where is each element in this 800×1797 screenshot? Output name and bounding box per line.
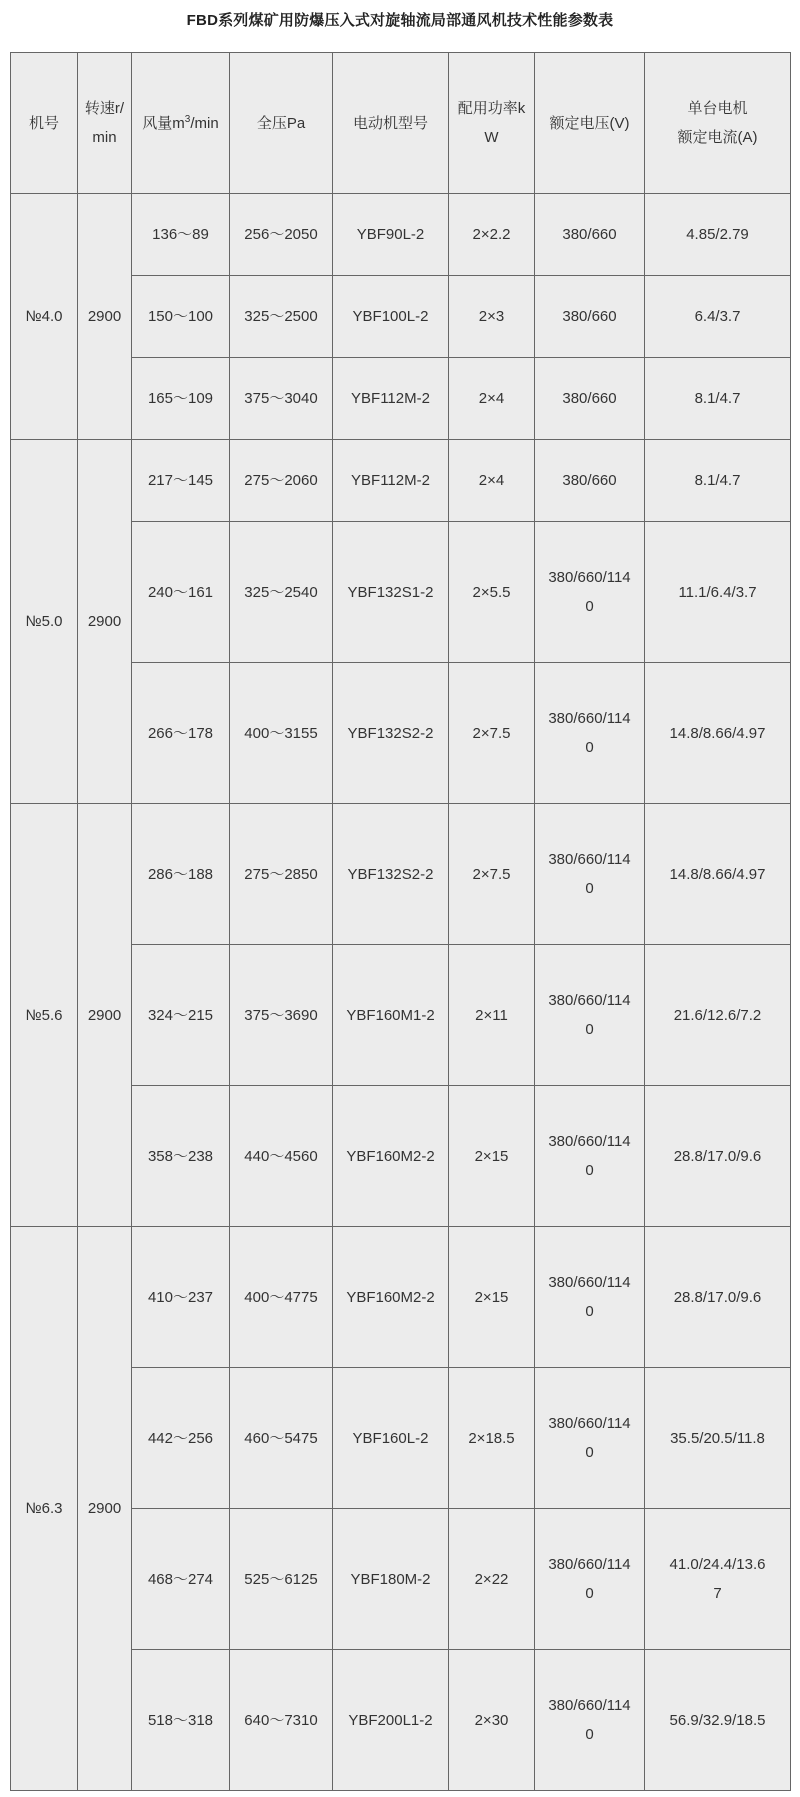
cell-motor: YBF132S2-2 xyxy=(333,804,449,945)
cell-line: 21.6/12.6/7.2 xyxy=(673,1006,762,1024)
cell-motor: YBF160L-2 xyxy=(333,1368,449,1509)
cell-pressure: 275～2060 xyxy=(230,440,333,522)
cell-motor: YBF132S1-2 xyxy=(333,522,449,663)
table-row xyxy=(11,1227,791,1368)
cell-power: 2×7.5 xyxy=(449,663,535,804)
cell-current xyxy=(645,1086,791,1227)
cell-line: 380/660/114 xyxy=(548,1556,631,1573)
cell-line: 4.85/2.79 xyxy=(686,226,749,243)
cell-airflow: 518～318 xyxy=(132,1650,230,1791)
header-speed: 转速r/ min xyxy=(78,53,132,194)
cell-power: 2×22 xyxy=(449,1509,535,1650)
header-power: 配用功率k W xyxy=(449,53,535,194)
cell-power: 2×15 xyxy=(449,1086,535,1227)
header-pressure: 全压Pa xyxy=(230,53,333,194)
cell-motor: YBF100L-2 xyxy=(333,276,449,358)
cell-current xyxy=(645,945,791,1086)
cell-speed: 2900 xyxy=(78,804,132,1227)
header-voltage: 额定电压(V) xyxy=(535,53,645,194)
cell-line: 0 xyxy=(585,1303,594,1320)
cell-line: 380/660/114 xyxy=(548,710,631,727)
cell-power: 2×4 xyxy=(449,440,535,522)
table-row xyxy=(11,804,791,945)
cell-voltage xyxy=(535,522,645,663)
cell-airflow: 217～145 xyxy=(132,440,230,522)
cell-line: 380/660 xyxy=(562,472,617,489)
cell-line: 380/660/114 xyxy=(548,851,631,868)
cell-line: 0 xyxy=(585,1726,594,1743)
cell-pressure: 525～6125 xyxy=(230,1509,333,1650)
cell-line: 0 xyxy=(585,598,594,615)
cell-pressure: 256～2050 xyxy=(230,194,333,276)
cell-airflow: 136～89 xyxy=(132,194,230,276)
cell-pressure: 325～2500 xyxy=(230,276,333,358)
cell-line: 0 xyxy=(585,739,594,756)
cell-pressure: 400～3155 xyxy=(230,663,333,804)
cell-voltage xyxy=(535,1509,645,1650)
cell-line: 8.1/4.7 xyxy=(694,472,741,489)
cell-line: 380/660/114 xyxy=(548,1274,631,1291)
cell-line: 56.9/32.9/18.5 xyxy=(669,1711,766,1729)
cell-line: 380/660 xyxy=(562,226,617,243)
cell-motor: YBF160M1-2 xyxy=(333,945,449,1086)
cell-voltage xyxy=(535,1368,645,1509)
cell-motor: YBF112M-2 xyxy=(333,440,449,522)
cell-line: 380/660/114 xyxy=(548,1133,631,1150)
cell-line: 380/660/114 xyxy=(548,569,631,586)
cell-voltage xyxy=(535,440,645,522)
cell-line: 380/660/114 xyxy=(548,992,631,1009)
cell-line: 8.1/4.7 xyxy=(694,390,741,407)
cell-pressure: 640～7310 xyxy=(230,1650,333,1791)
cell-current xyxy=(645,276,791,358)
header-current: 单台电机 额定电流(A) xyxy=(645,53,791,194)
cell-pressure: 460～5475 xyxy=(230,1368,333,1509)
cell-power: 2×18.5 xyxy=(449,1368,535,1509)
cell-line: 28.8/17.0/9.6 xyxy=(673,1288,762,1306)
cell-power: 2×15 xyxy=(449,1227,535,1368)
cell-speed: 2900 xyxy=(78,440,132,804)
cell-line: 380/660 xyxy=(562,308,617,325)
cell-airflow: 410～237 xyxy=(132,1227,230,1368)
cell-line: 14.8/8.66/4.97 xyxy=(669,724,766,742)
cell-motor: YBF160M2-2 xyxy=(333,1227,449,1368)
cell-airflow: 358～238 xyxy=(132,1086,230,1227)
cell-line: 35.5/20.5/11.8 xyxy=(670,1429,765,1447)
cell-power: 2×2.2 xyxy=(449,194,535,276)
cell-current xyxy=(645,1368,791,1509)
cell-line: 11.1/6.4/3.7 xyxy=(678,583,757,601)
cell-current xyxy=(645,804,791,945)
cell-airflow: 442～256 xyxy=(132,1368,230,1509)
cell-motor: YBF132S2-2 xyxy=(333,663,449,804)
cell-pressure: 400～4775 xyxy=(230,1227,333,1368)
header-row xyxy=(11,53,791,194)
cell-pressure: 375～3690 xyxy=(230,945,333,1086)
cell-line: 41.0/24.4/13.6 xyxy=(669,1556,766,1573)
cell-current xyxy=(645,358,791,440)
cell-model: №5.6 xyxy=(11,804,78,1227)
cell-airflow: 324～215 xyxy=(132,945,230,1086)
cell-pressure: 440～4560 xyxy=(230,1086,333,1227)
cell-line: 380/660/114 xyxy=(548,1415,631,1432)
cell-motor: YBF90L-2 xyxy=(333,194,449,276)
cell-speed: 2900 xyxy=(78,194,132,440)
cell-airflow: 165～109 xyxy=(132,358,230,440)
cell-pressure: 275～2850 xyxy=(230,804,333,945)
cell-voltage xyxy=(535,804,645,945)
table-row xyxy=(11,194,791,276)
cell-voltage xyxy=(535,945,645,1086)
cell-line: 0 xyxy=(585,1444,594,1461)
cell-current xyxy=(645,522,791,663)
header-model: 机号 xyxy=(11,53,78,194)
cell-speed: 2900 xyxy=(78,1227,132,1791)
cell-voltage xyxy=(535,194,645,276)
cell-airflow: 150～100 xyxy=(132,276,230,358)
cell-voltage xyxy=(535,358,645,440)
cell-line: 380/660/114 xyxy=(548,1697,631,1714)
cell-airflow: 286～188 xyxy=(132,804,230,945)
cell-current xyxy=(645,1650,791,1791)
table-title: FBD系列煤矿用防爆压入式对旋轴流局部通风机技术性能参数表 xyxy=(186,12,614,29)
cell-motor: YBF180M-2 xyxy=(333,1509,449,1650)
cell-line: 28.8/17.0/9.6 xyxy=(673,1147,762,1165)
cell-model: №4.0 xyxy=(11,194,78,440)
cell-power: 2×30 xyxy=(449,1650,535,1791)
cell-power: 2×5.5 xyxy=(449,522,535,663)
cell-voltage xyxy=(535,1086,645,1227)
cell-motor: YBF200L1-2 xyxy=(333,1650,449,1791)
cell-current xyxy=(645,663,791,804)
cell-voltage xyxy=(535,276,645,358)
cell-model: №6.3 xyxy=(11,1227,78,1791)
cell-line: 7 xyxy=(713,1585,722,1602)
cell-airflow: 468～274 xyxy=(132,1509,230,1650)
cell-line: 380/660 xyxy=(562,390,617,407)
cell-power: 2×3 xyxy=(449,276,535,358)
cell-current xyxy=(645,1509,791,1650)
cell-motor: YBF112M-2 xyxy=(333,358,449,440)
cell-power: 2×11 xyxy=(449,945,535,1086)
cell-pressure: 375～3040 xyxy=(230,358,333,440)
cell-model: №5.0 xyxy=(11,440,78,804)
cell-line: 0 xyxy=(585,1162,594,1179)
cell-current xyxy=(645,194,791,276)
cell-voltage xyxy=(535,1227,645,1368)
cell-line: 14.8/8.66/4.97 xyxy=(669,865,766,883)
cell-current xyxy=(645,1227,791,1368)
header-motor: 电动机型号 xyxy=(333,53,449,194)
spec-table xyxy=(10,52,791,1791)
cell-current xyxy=(645,440,791,522)
cell-line: 0 xyxy=(585,880,594,897)
cell-airflow: 240～161 xyxy=(132,522,230,663)
cell-motor: YBF160M2-2 xyxy=(333,1086,449,1227)
cell-voltage xyxy=(535,663,645,804)
cell-voltage xyxy=(535,1650,645,1791)
cell-line: 6.4/3.7 xyxy=(694,308,741,325)
table-row xyxy=(11,440,791,522)
cell-pressure: 325～2540 xyxy=(230,522,333,663)
cell-line: 0 xyxy=(585,1021,594,1038)
header-airflow: 风量$m^3/\min$ xyxy=(132,53,230,194)
cell-power: 2×7.5 xyxy=(449,804,535,945)
cell-power: 2×4 xyxy=(449,358,535,440)
cell-airflow: 266～178 xyxy=(132,663,230,804)
cell-line: 0 xyxy=(585,1585,594,1602)
